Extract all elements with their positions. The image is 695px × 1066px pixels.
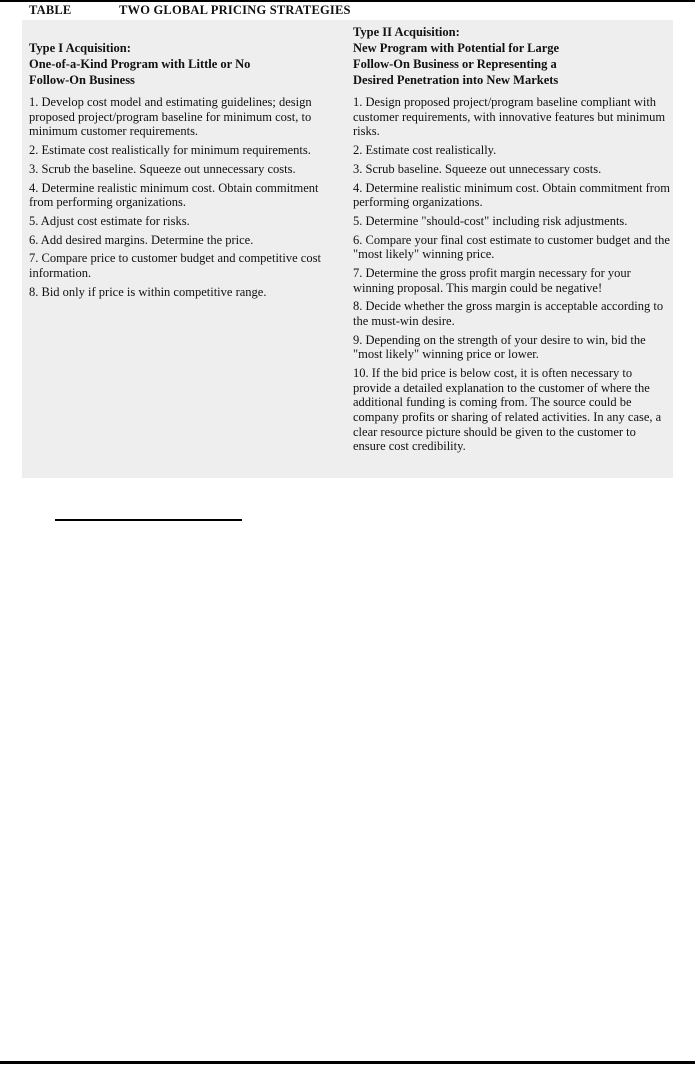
list-item: 8. Decide whether the gross margin is acceptable according to the must-win desire. xyxy=(353,299,664,329)
list-item: 2. Estimate cost realistically. xyxy=(353,142,497,157)
list-item: 4. Determine realistic minimum cost. Obtain commitment from performing organizations. xyxy=(29,180,319,210)
list-item: 5. Determine "should-cost" including risk adjustments. xyxy=(353,213,628,228)
type1-column xyxy=(29,20,341,304)
table-caption xyxy=(29,3,351,18)
list-item: 6. Compare your final cost estimate to customer budget and the "most likely" winning price. xyxy=(353,232,670,262)
footnote-rule xyxy=(55,519,242,521)
list-item: 7. Determine the gross profit margin necessary for your winning proposal. This margin could be negative! xyxy=(353,266,631,295)
list-item: 5. Adjust cost estimate for risks. xyxy=(29,213,190,228)
list-item: 3. Scrub baseline. Squeeze out unnecessary costs. xyxy=(353,161,602,176)
list-item: 9. Depending on the strength of your desire to win, bid the "most likely" winning price or lower. xyxy=(353,332,646,362)
list-item: 7. Compare price to customer budget and competitive cost information. xyxy=(29,251,321,281)
list-item: 2. Estimate cost realistically for minimum requirements. xyxy=(29,142,311,157)
table-label: TABLE xyxy=(29,3,72,17)
list-item: 6. Add desired margins. Determine the price. xyxy=(29,232,254,247)
list-item: 1. Develop cost model and estimating guidelines; design proposed project/program baseline for minimum cost, to minimum customer requirements. xyxy=(29,95,312,139)
type2-column xyxy=(353,20,671,458)
list-item: 10. If the bid price is below cost, it is often necessary to provide a detailed explanation to the customer of where the additional funding is coming from. The source could be company profits or sharing of related activities. In any case, a clear resource picture should be given to the customer to ensure cost credibility. xyxy=(353,366,662,454)
table-title: TWO GLOBAL PRICING STRATEGIES xyxy=(119,3,351,17)
list-item: 4. Determine realistic minimum cost. Obtain commitment from performing organizations. xyxy=(353,180,670,210)
list-item: 1. Design proposed project/program baseline compliant with customer requirements, with innovative features but minimum risks. xyxy=(353,95,666,139)
list-item: 8. Bid only if price is within competitive range. xyxy=(29,284,267,299)
top-rule xyxy=(0,0,695,2)
bottom-rule xyxy=(0,1061,695,1064)
type1-steps xyxy=(29,95,341,299)
type2-heading: Type II Acquisition: New Program with Potential for Large Follow-On Business or Representing a Desired Penetration into New Markets xyxy=(353,25,560,87)
list-item: 3. Scrub the baseline. Squeeze out unnecessary costs. xyxy=(29,161,296,176)
type2-steps xyxy=(353,95,671,454)
pricing-table-panel xyxy=(22,20,673,478)
type1-heading: Type I Acquisition: One-of-a-Kind Program with Little or No Follow-On Business xyxy=(29,41,251,87)
